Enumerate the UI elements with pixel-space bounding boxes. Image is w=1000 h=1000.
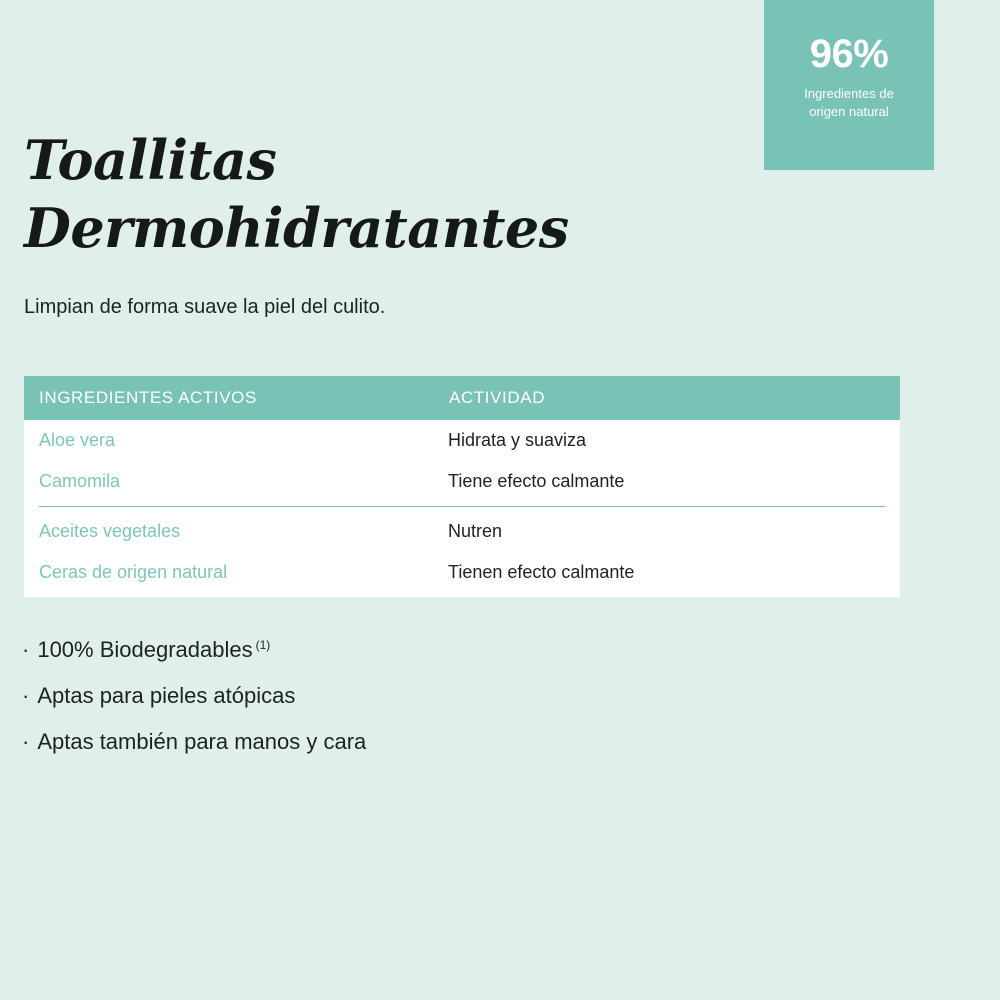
- cell-ingredient: Camomila: [39, 471, 121, 491]
- page-subtitle: Limpian de forma suave la piel del culito.: [24, 296, 386, 318]
- page-title-line1: Toallitas: [24, 128, 277, 192]
- cell-activity: Tiene efecto calmante: [448, 471, 625, 491]
- table-body: [24, 420, 900, 597]
- list-item-label: Aptas también para manos y cara: [37, 729, 367, 755]
- list-item-label: 100% Biodegradables: [37, 637, 253, 662]
- column-header-ingredients: INGREDIENTES ACTIVOS: [39, 388, 257, 407]
- cell-ingredient: Aloe vera: [39, 430, 116, 450]
- footnote-marker: (1): [255, 637, 271, 652]
- cell-activity: Hidrata y suaviza: [448, 430, 587, 450]
- features-list: [22, 638, 366, 777]
- bullet-dot-icon: ·: [22, 729, 30, 755]
- badge-caption-line1: Ingredientes de: [804, 86, 894, 101]
- cell-activity: Nutren: [448, 521, 503, 541]
- badge-caption: [764, 85, 934, 120]
- bullet-dot-icon: ·: [22, 637, 30, 662]
- ingredients-table: [24, 376, 900, 597]
- cell-activity: Tienen efecto calmante: [448, 562, 635, 582]
- natural-ingredients-badge: [764, 0, 934, 170]
- cell-ingredient: Ceras de origen natural: [39, 562, 228, 582]
- cell-ingredient: Aceites vegetales: [39, 521, 181, 541]
- badge-percentage: 96%: [809, 32, 889, 76]
- page-title: [24, 127, 744, 262]
- table-row: [39, 511, 885, 552]
- list-item: [22, 638, 366, 662]
- badge-caption-line2: origen natural: [809, 103, 889, 119]
- column-header-activity: ACTIVIDAD: [449, 388, 546, 407]
- list-item: [22, 684, 366, 708]
- bullet-dot-icon: ·: [22, 683, 30, 709]
- table-group: [39, 420, 885, 506]
- table-row: [39, 552, 885, 593]
- list-item-label: Aptas para pieles atópicas: [37, 683, 296, 709]
- list-item: [22, 730, 366, 754]
- table-row: [39, 420, 885, 461]
- table-group: [39, 506, 885, 597]
- table-header-row: [24, 376, 900, 420]
- table-row: [39, 461, 885, 502]
- page-title-line2: Dermohidratantes: [24, 195, 569, 260]
- group-spacer: [39, 593, 885, 597]
